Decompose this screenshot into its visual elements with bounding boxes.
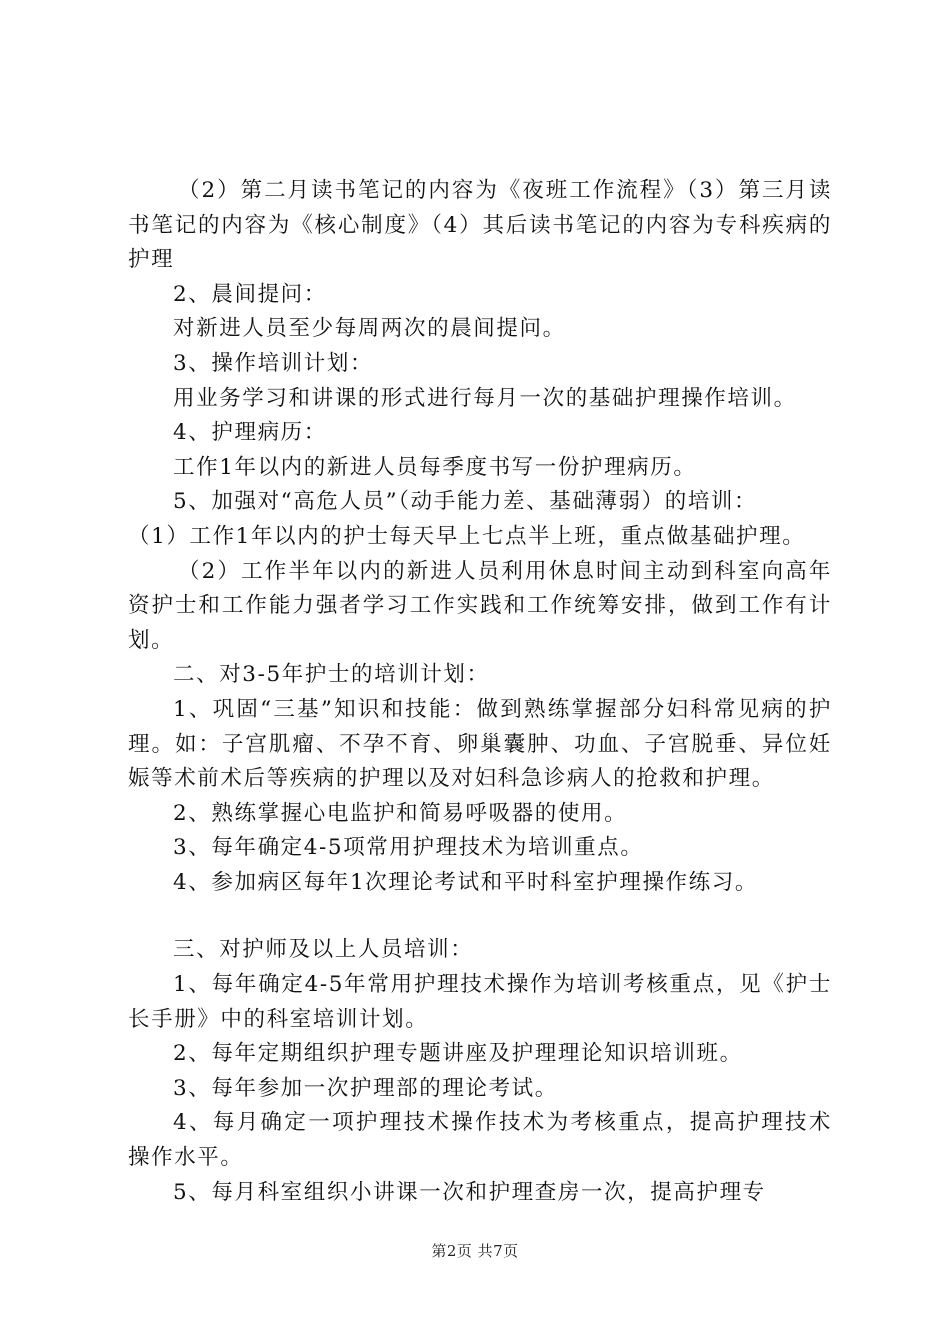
paragraph-operation-training: 用业务学习和讲课的形式进行每月一次的基础护理操作培训。 (173, 385, 797, 411)
paragraph-section-two-item-4: 4、参加病区每年1次理论考试和平时科室护理操作练习。 (173, 869, 758, 895)
heading-nursing-records: 4、护理病历： (173, 420, 327, 446)
paragraph-section-three-item-1: 1、每年确定4-5年常用护理技术操作为培训考核重点，见《护士长手册》中的科室培训计划。 (128, 972, 832, 1032)
section-heading-two: 二、对3-5年护士的培训计划： (173, 662, 490, 688)
paragraph-nursing-records: 工作1年以内的新进人员每季度书写一份护理病历。 (173, 454, 697, 480)
paragraph-section-two-item-2: 2、熟练掌握心电监护和简易呼吸器的使用。 (173, 800, 628, 826)
paragraph-section-two-item-3: 3、每年确定4-5项常用护理技术为培训重点。 (173, 835, 644, 861)
page-number-footer: 第2页 共7页 (431, 1242, 519, 1260)
paragraph-section-three-item-3: 3、每年参加一次护理部的理论考试。 (173, 1075, 558, 1101)
heading-operation-training: 3、操作培训计划： (173, 350, 374, 376)
heading-high-risk-training: 5、加强对“高危人员”（动手能力差、基础薄弱）的培训： (173, 489, 758, 515)
paragraph-section-two-item-1: 1、巩固“三基”知识和技能：做到熟练掌握部分妇科常见病的护理。如：子宫肌瘤、不孕不育、卵巢囊肿、功血、子宫脱垂、异位妊娠等术前术后等疾病的护理以及对妇科急诊病人的抢救和护理。 (128, 696, 832, 792)
document-body (128, 174, 832, 1210)
heading-morning-questions: 2、晨间提问： (173, 281, 327, 307)
paragraph-reading-notes: （2）第二月读书笔记的内容为《夜班工作流程》（3）第三月读书笔记的内容为《核心制度》（4）其后读书笔记的内容为专科疾病的护理 (128, 178, 832, 273)
section-heading-three: 三、对护师及以上人员培训： (173, 937, 474, 963)
paragraph-section-three-item-4: 4、每月确定一项护理技术操作技术为考核重点，提高护理技术操作水平。 (128, 1110, 832, 1171)
paragraph-high-risk-item-2: （2）工作半年以内的新进人员利用休息时间主动到科室向高年资护士和工作能力强者学习工作实践和工作统筹安排，做到工作有计划。 (128, 558, 832, 653)
paragraph-morning-questions: 对新进人员至少每周两次的晨间提问。 (173, 316, 566, 342)
paragraph-high-risk-item-1: （1）工作1年以内的护士每天早上七点半上班，重点做基础护理。 (128, 523, 806, 549)
paragraph-section-three-item-5: 5、每月科室组织小讲课一次和护理查房一次，提高护理专 (173, 1179, 766, 1205)
paragraph-section-three-item-2: 2、每年定期组织护理专题讲座及护理理论知识培训班。 (173, 1041, 743, 1067)
